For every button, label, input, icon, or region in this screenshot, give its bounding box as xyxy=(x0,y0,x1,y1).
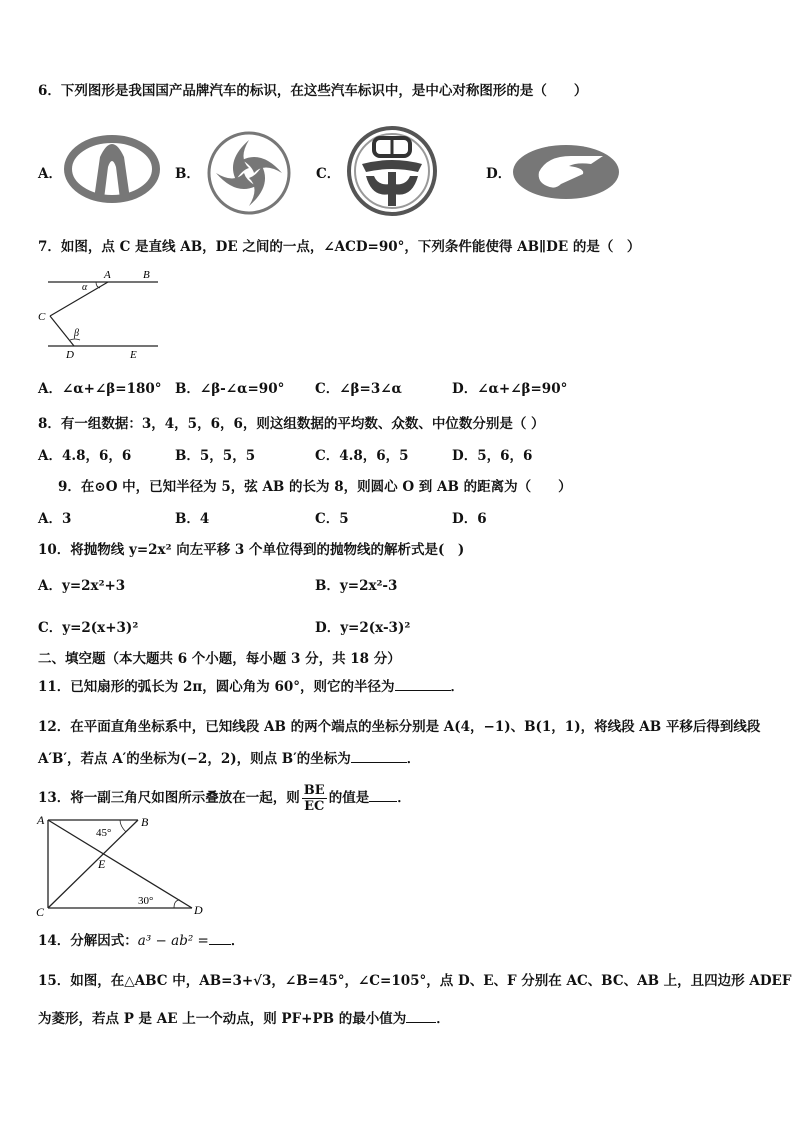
q13-figure xyxy=(34,812,214,916)
q12-line2: A′B′，若点 A′的坐标为(−2，2)，则点 B′的坐标为 ． xyxy=(38,751,421,767)
q9-stem: 9．在⊙O 中，已知半径为 5，弦 AB 的长为 8，则圆心 O 到 AB 的距离为（ ） xyxy=(58,479,572,495)
changan-logo-icon xyxy=(64,133,160,205)
q15-line1: 15．如图，在△ABC 中，AB=3+√3，∠B=45°，∠C=105°，点 D、E、F 分别在 AC、BC、AB 上，且四边形 ADEF xyxy=(38,973,792,989)
q6-option-b-label: B． xyxy=(175,166,200,182)
q13-fraction xyxy=(302,783,327,814)
q12-text: A′B′，若点 A′的坐标为(−2，2)，则点 B′的坐标为 xyxy=(38,751,351,767)
q13-fraction-den: EC xyxy=(304,799,325,814)
q8-option-c: C．4.8，6，5 xyxy=(315,448,409,464)
q13-answer-blank[interactable] xyxy=(369,789,397,802)
q14-stem: 14．分解因式：a³ − ab² = ． xyxy=(38,933,245,949)
q7-option-b: B．∠β-∠α=90° xyxy=(175,381,285,397)
q12-line1: 12．在平面直角坐标系中，已知线段 AB 的两个端点的坐标分别是 A(4，−1)、B(1，1)，将线段 AB 平移后得到线段 xyxy=(38,719,761,735)
q7-option-c: C．∠β=3∠α xyxy=(315,381,402,397)
q13-prefix: 13．将一副三角尺如图所示叠放在一起，则 xyxy=(38,790,300,806)
q7-label-e: E xyxy=(130,349,137,360)
q8-option-b: B．5，5，5 xyxy=(175,448,256,464)
q13-label-a: A xyxy=(37,813,45,827)
q15-line2: 为菱形，若点 P 是 AE 上一个动点，则 PF+PB 的最小值为 ． xyxy=(38,1011,450,1027)
q7-label-alpha: α xyxy=(82,282,88,293)
q14-expression: a³ − ab² = xyxy=(137,933,209,949)
q8-option-a: A．4.8，6，6 xyxy=(38,448,132,464)
q11-stem: 11．已知扇形的弧长为 2π，圆心角为 60°，则它的半径为 ． xyxy=(38,679,464,695)
q8-stem: 8．有一组数据：3，4，5，6，6，则这组数据的平均数、众数、中位数分别是（ ） xyxy=(38,416,545,432)
q7-label-b: B xyxy=(143,269,150,281)
q7-figure xyxy=(36,264,166,360)
q10-option-d: D．y=2(x-3)² xyxy=(315,620,411,636)
q14-prefix: 14．分解因式： xyxy=(38,933,138,949)
hongqi-logo-icon xyxy=(344,126,440,216)
q13-label-d: D xyxy=(194,903,203,916)
q15-text: 为菱形，若点 P 是 AE 上一个动点，则 PF+PB 的最小值为 xyxy=(38,1011,407,1027)
q13-angle-45: 45° xyxy=(96,827,112,839)
q15-answer-blank[interactable] xyxy=(406,1010,436,1023)
q13-label-c: C xyxy=(36,905,45,916)
q13-label-b: B xyxy=(141,815,149,829)
q7-label-c: C xyxy=(38,311,46,323)
q9-option-c: C．5 xyxy=(315,511,349,527)
q7-option-d: D．∠α+∠β=90° xyxy=(452,381,568,397)
q7-option-a: A．∠α+∠β=180° xyxy=(38,381,162,397)
q14-answer-blank[interactable] xyxy=(209,932,231,945)
q12-answer-blank[interactable] xyxy=(351,750,407,763)
q7-label-beta: β xyxy=(74,328,79,339)
hafei-logo-icon xyxy=(511,142,621,202)
q6-option-d-label: D． xyxy=(486,166,512,182)
q6-stem: 6．下列图形是我国国产品牌汽车的标识，在这些汽车标识中，是中心对称图形的是（ ） xyxy=(38,83,588,99)
q7-label-a: A xyxy=(104,269,111,281)
q13-angle-30: 30° xyxy=(138,895,154,907)
q10-option-b: B．y=2x²-3 xyxy=(315,578,398,594)
q7-label-d: D xyxy=(66,349,74,360)
q9-option-a: A．3 xyxy=(38,511,72,527)
q11-text: 11．已知扇形的弧长为 2π，圆心角为 60°，则它的半径为 xyxy=(38,679,395,695)
q7-stem: 7．如图，点 C 是直线 AB，DE 之间的一点，∠ACD=90°，下列条件能使得 AB∥DE 的是（ ） xyxy=(38,239,641,255)
q11-answer-blank[interactable] xyxy=(395,678,451,691)
q13-suffix: 的值是 xyxy=(328,790,370,806)
q9-option-b: B．4 xyxy=(175,511,210,527)
q6-option-c-label: C． xyxy=(316,166,341,182)
q13-label-e: E xyxy=(98,857,106,871)
q9-option-d: D．6 xyxy=(452,511,487,527)
q8-option-d: D．5，6，6 xyxy=(452,448,533,464)
dongfeng-logo-icon xyxy=(206,130,292,216)
section2-heading: 二、填空题（本大题共 6 个小题，每小题 3 分，共 18 分） xyxy=(38,651,401,667)
q6-option-a-label: A． xyxy=(38,166,62,182)
q13-stem: 13．将一副三角尺如图所示叠放在一起，则 $\frac{BE}{EC}$ 的值是 ． xyxy=(38,783,411,814)
q10-stem: 10．将抛物线 y=2x² 向左平移 3 个单位得到的抛物线的解析式是( ) xyxy=(38,542,465,558)
q10-option-a: A．y=2x²+3 xyxy=(38,578,126,594)
q10-option-c: C．y=2(x+3)² xyxy=(38,620,139,636)
q13-fraction-num: BE xyxy=(303,783,325,798)
